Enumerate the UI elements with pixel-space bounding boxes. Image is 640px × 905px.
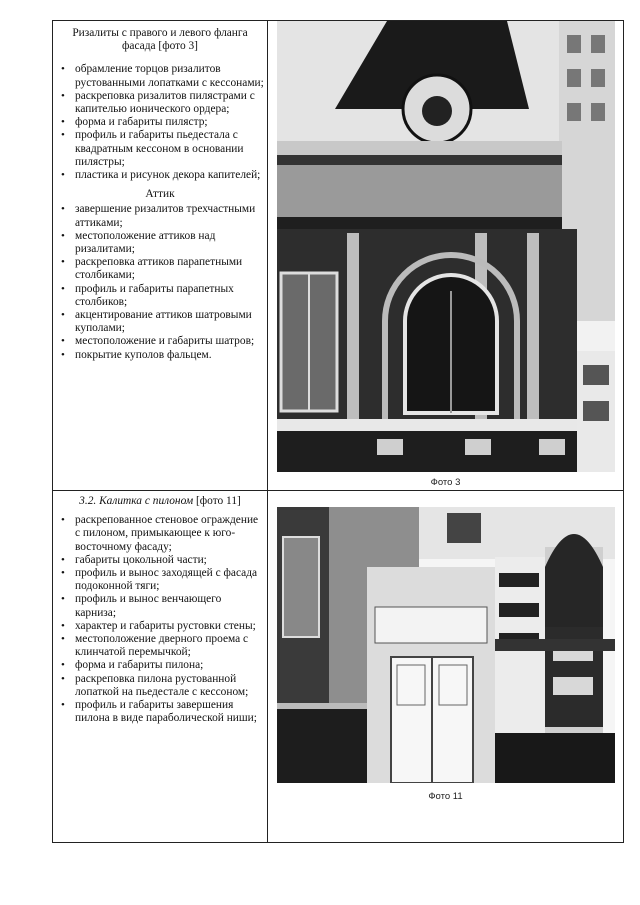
list-item: • раскреповка пилона рустованной лопаткой на пьедестале с кессоном; [57, 673, 265, 699]
photo11-cell [268, 491, 624, 843]
list-item: • характер и габариты рустовки стены; [57, 620, 265, 633]
section2-heading [57, 495, 263, 508]
section2-list [53, 514, 267, 725]
attic-heading: Аттик [145, 188, 175, 201]
list-item: • покрытие куполов фальцем. [57, 349, 265, 362]
list-item: • профиль и габариты пьедестала с квадратным кессоном в основании пилястры; [57, 129, 265, 169]
list-item: • габариты цокольной части; [57, 554, 265, 567]
list-item: • раскреповка аттиков парапетными столбиками; [57, 256, 265, 282]
list-item: • раскреповка ризалитов пилястрами с капителью ионического ордера; [57, 90, 265, 116]
photo3-caption: Фото 3 [430, 477, 461, 488]
photo-11 [277, 507, 615, 783]
photo-3 [277, 21, 615, 472]
list-item: • местоположение аттиков над ризалитами; [57, 230, 265, 256]
list-item: • местоположение и габариты шатров; [57, 335, 265, 348]
photo3-cell [268, 21, 624, 491]
list-item: • форма и габариты пилона; [57, 659, 265, 672]
list-item: • профиль и габариты парапетных столбиков; [57, 283, 265, 309]
list-item: • завершение ризалитов трехчастными аттиками; [57, 203, 265, 229]
attic-list [53, 203, 267, 361]
section1-text-cell [53, 21, 268, 491]
document-table [52, 20, 624, 843]
section2-heading-ref: [фото 11] [193, 495, 241, 507]
list-item: • местоположение дверного проема с клинчатой перемычкой; [57, 633, 265, 659]
list-item: • пластика и рисунок декора капителей; [57, 169, 265, 182]
list-item: • профиль и вынос венчающего карниза; [57, 593, 265, 619]
list-item: • профиль и вынос заходящей с фасада подоконной тяги; [57, 567, 265, 593]
list-item: • раскрепованное стеновое ограждение с пилоном, примыкающее к юго-восточному фасаду; [57, 514, 265, 554]
section2-text-cell [53, 491, 268, 843]
section1-heading: Ризалиты с правого и левого фланга фасада [фото 3] [72, 27, 248, 53]
list-item: • акцентирование аттиков шатровыми куполами; [57, 309, 265, 335]
list-item: • профиль и габариты завершения пилона в виде параболической ниши; [57, 699, 265, 725]
list-item: • форма и габариты пилястр; [57, 116, 265, 129]
list-item: • обрамление торцов ризалитов рустованными лопатками с кессонами; [57, 63, 265, 89]
section2-heading-title: 3.2. Калитка с пилоном [79, 495, 194, 507]
photo11-caption: Фото 11 [428, 791, 463, 802]
section1-list [53, 63, 267, 182]
